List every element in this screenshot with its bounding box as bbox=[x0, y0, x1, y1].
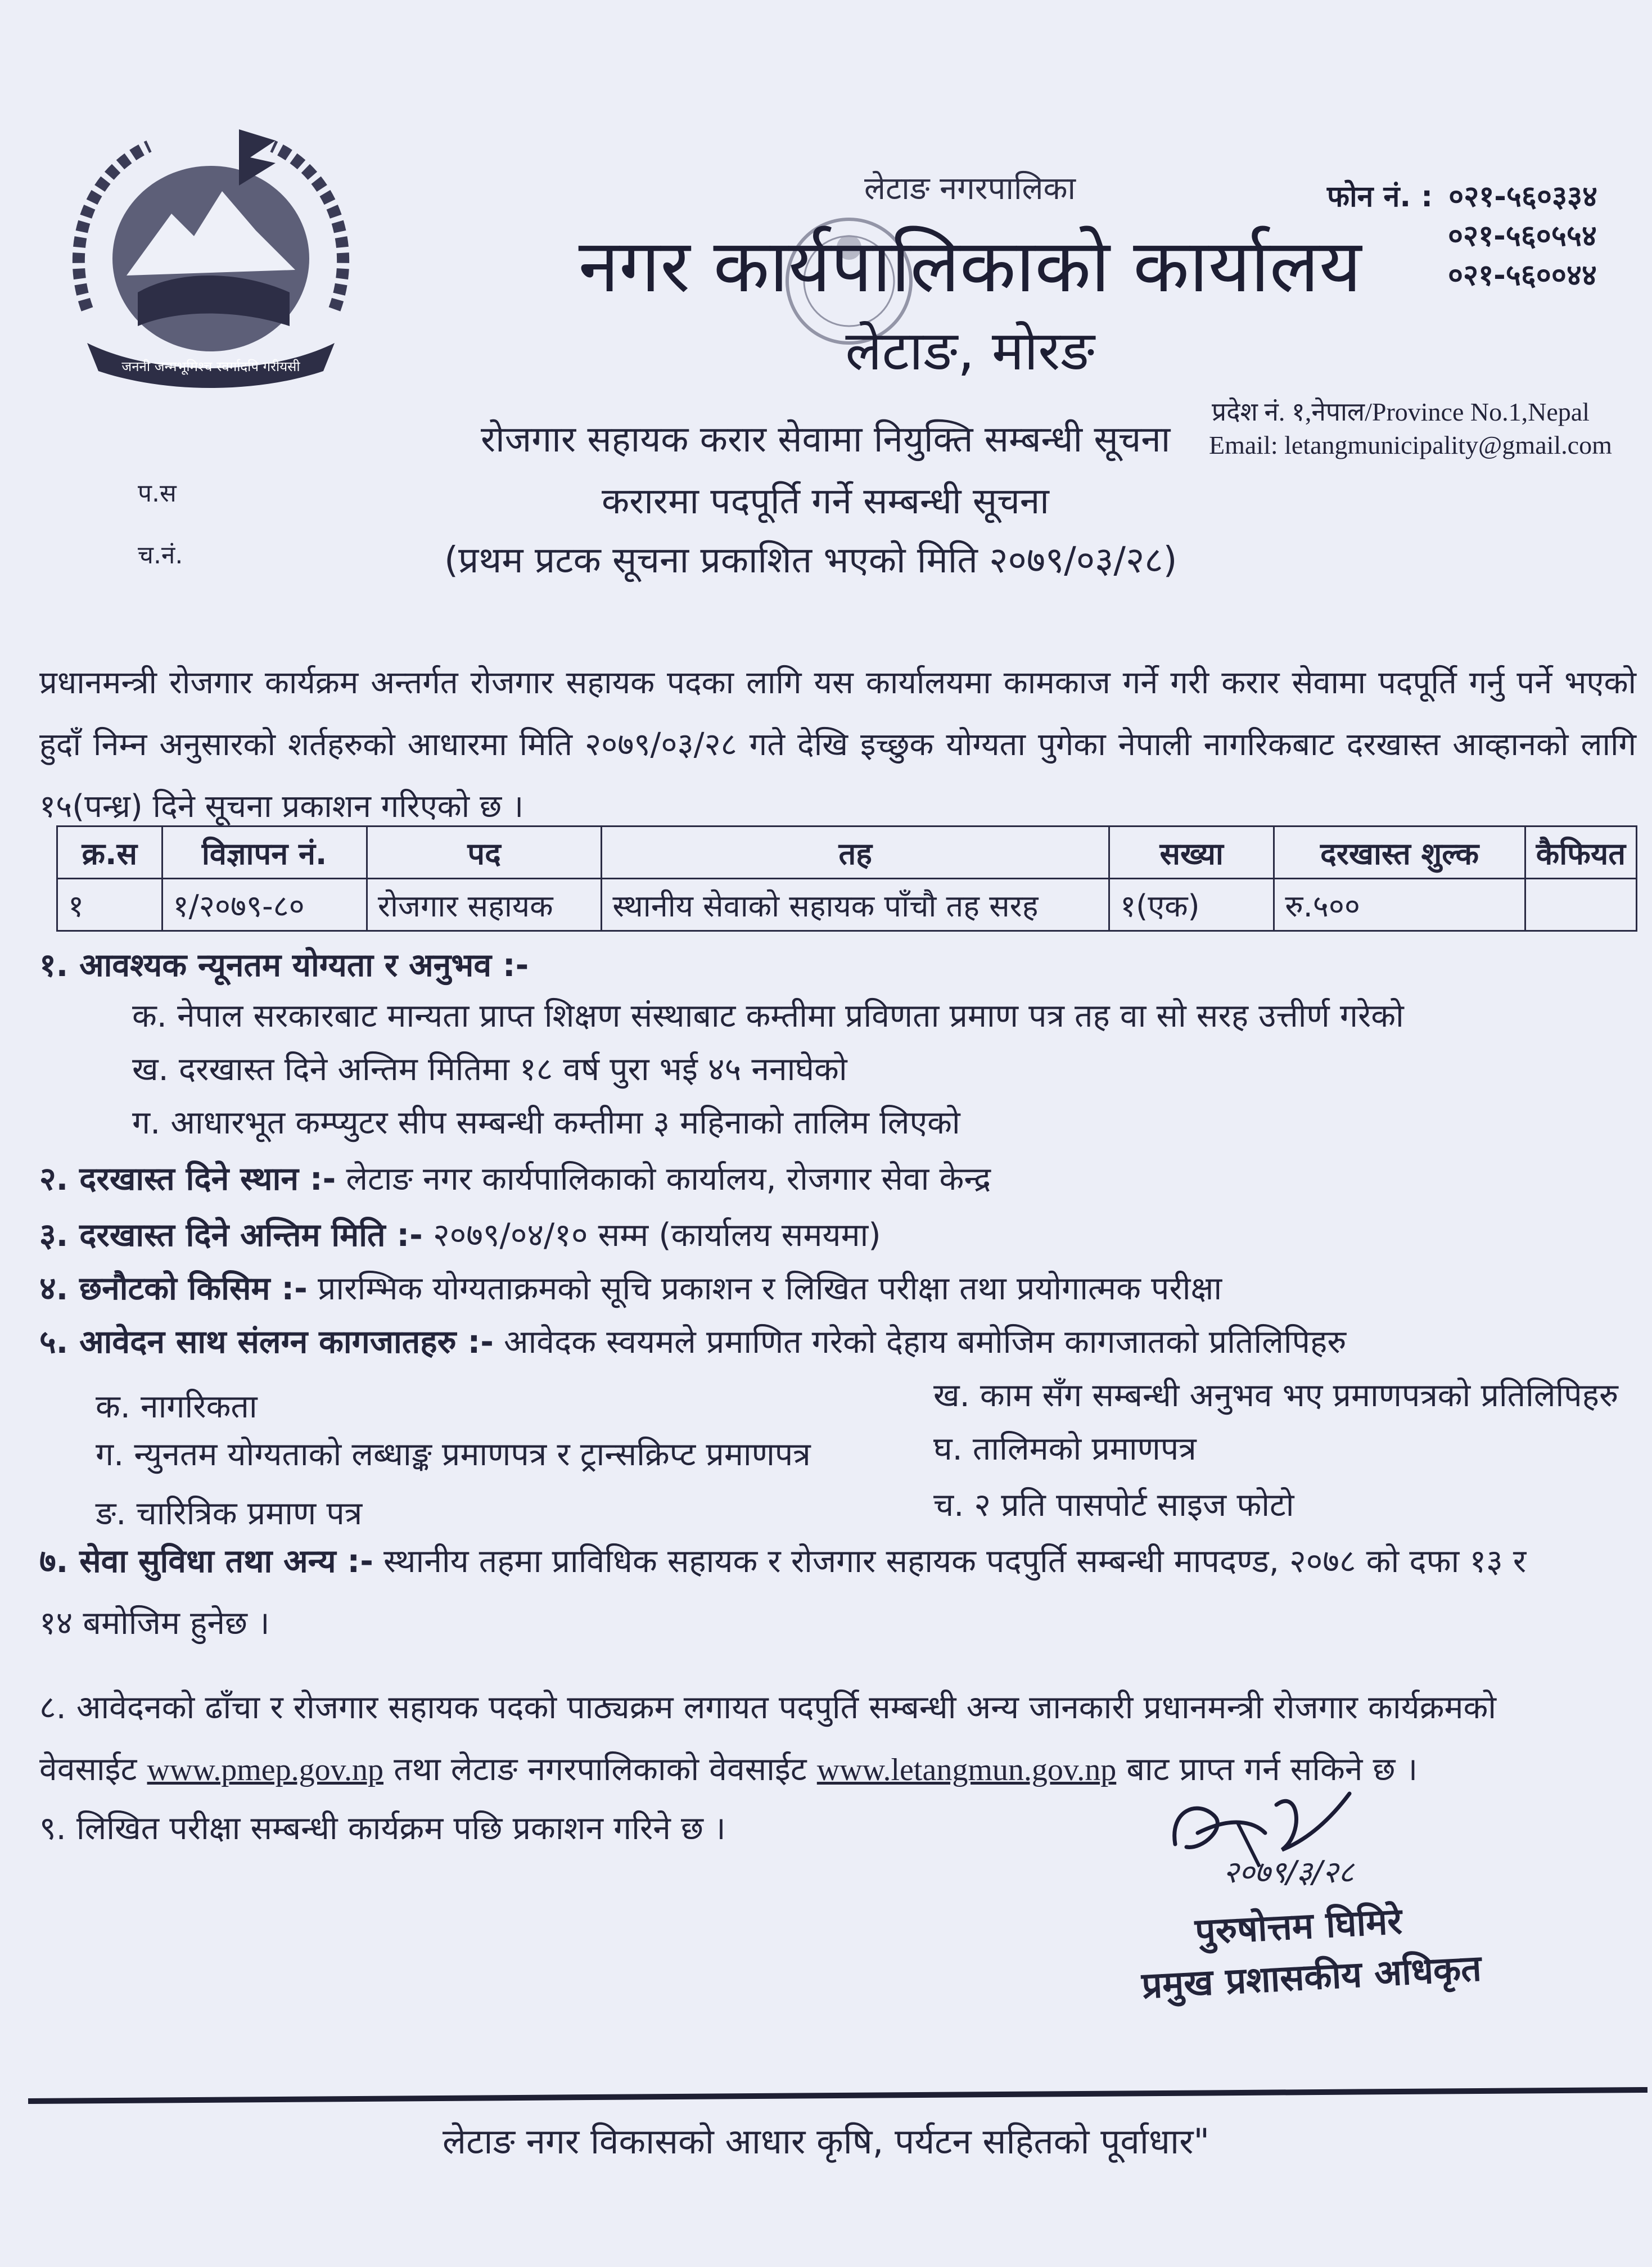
province-text: प्रदेश नं. १,नेपाल/Province No.1,Nepal bbox=[1212, 398, 1590, 426]
section-3-heading: ३. दरखास्त दिने अन्तिम मिति :- bbox=[39, 1217, 423, 1254]
section-8-mid: तथा लेटाङ नगरपालिकाको वेवसाईट bbox=[394, 1751, 807, 1788]
section-3 bbox=[39, 1212, 881, 1256]
document-item: ग. न्युनतम योग्यताको लब्धाङ्क प्रमाणपत्र र ट्रान्सक्रिप्ट प्रमाणपत्र bbox=[96, 1436, 811, 1473]
office-title: नगर कार्यपालिकाको कार्यालय bbox=[578, 223, 1362, 309]
section-9: ९. लिखित परीक्षा सम्बन्धी कार्यक्रम पछि प्रकाशन गरिने छ । bbox=[39, 1810, 726, 1847]
section-7-heading: ७. सेवा सुविधा तथा अन्य :- bbox=[39, 1543, 373, 1580]
section-4-heading: ४. छनौटको किसिम :- bbox=[39, 1270, 308, 1307]
section-8-pre: वेवसाईट bbox=[39, 1751, 137, 1788]
section-2 bbox=[39, 1155, 991, 1199]
phone-number: ०२१-५६००४४ bbox=[1448, 259, 1597, 292]
table-cell: रु.५०० bbox=[1274, 879, 1525, 931]
phone-label: फोन नं. : bbox=[1327, 180, 1433, 214]
table-cell bbox=[1525, 879, 1636, 931]
intro-paragraph: प्रधानमन्त्री रोजगार कार्यक्रम अन्तर्गत रोजगार सहायक पदका लागि यस कार्यालयमा कामकाज गर्ने गरी करार सेवामा पदपूर्ति गर्नु पर्ने भएको हुदाँ निम्न अनुसारको शर्तहरुको आधारमा मिति २०७९/०३/२८ गते देखि इच्छुक योग्यता पुगेका नेपाली नागरिकबाट दरखास्त आव्हानको लागि १५(पन्ध्र) दिने सूचना प्रकाशन गरिएको छ । bbox=[39, 665, 1636, 825]
table-cell: १/२०७९-८० bbox=[162, 879, 367, 931]
document-item: घ. तालिमको प्रमाणपत्र bbox=[933, 1430, 1197, 1467]
letang-website-link[interactable]: www.letangmun.gov.np bbox=[816, 1753, 1117, 1787]
table-cell: १ bbox=[57, 879, 163, 931]
column-header: तह bbox=[602, 827, 1109, 879]
section-8-post: बाट प्राप्त गर्न सकिने छ । bbox=[1126, 1751, 1418, 1788]
letter-number-label: प.स bbox=[138, 479, 177, 508]
footer-divider bbox=[28, 2087, 1648, 2104]
dispatch-number-label: च.नं. bbox=[138, 541, 183, 570]
qualification-item: ख. दरखास्त दिने अन्तिम मितिमा १८ वर्ष पुरा भई ४५ ननाघेको bbox=[132, 1051, 847, 1088]
document-item: ख. काम सँग सम्बन्धी अनुभव भए प्रमाणपत्रको प्रतिलिपिहरु bbox=[933, 1377, 1619, 1414]
table-cell: १(एक) bbox=[1109, 879, 1274, 931]
section-8-line: ८. आवेदनको ढाँचा र रोजगार सहायक पदको पाठ्यक्रम लगायत पदपुर्ति सम्बन्धी अन्य जानकारी प्रधानमन्त्री रोजगार कार्यक्रमको bbox=[39, 1689, 1497, 1726]
notice-publish-date: (प्रथम प्रटक सूचना प्रकाशित भएको मिति २०७९/०३/२८) bbox=[444, 540, 1177, 581]
section-7 bbox=[39, 1538, 1526, 1582]
emblem-motto: जननी जन्मभूमिश्च स्वर्गादपि गरीयसी bbox=[121, 359, 300, 374]
section-4-text: प्रारम्भिक योग्यताक्रमको सूचि प्रकाशन र लिखित परीक्षा तथा प्रयोगात्मक परीक्षा bbox=[317, 1270, 1222, 1307]
table-cell: रोजगार सहायक bbox=[367, 879, 601, 931]
section-4 bbox=[39, 1265, 1222, 1309]
vacancy-table bbox=[56, 825, 1637, 932]
column-header: क्र.स bbox=[57, 827, 163, 879]
qualification-item: क. नेपाल सरकारबाट मान्यता प्राप्त शिक्षण संस्थाबाट कम्तीमा प्रविणता प्रमाण पत्र तह वा सो सरह उत्तीर्ण गरेको bbox=[132, 997, 1404, 1035]
document-item: च. २ प्रति पासपोर्ट साइज फोटो bbox=[933, 1487, 1294, 1524]
section-7-text-cont: १४ बमोजिम हुनेछ । bbox=[39, 1605, 270, 1642]
phone-number: ०२१-५६०३३४ bbox=[1448, 180, 1598, 214]
table-cell: स्थानीय सेवाको सहायक पाँचौ तह सरह bbox=[602, 879, 1109, 931]
office-location: लेटाङ, मोरङ bbox=[845, 319, 1095, 382]
notice-title: रोजगार सहायक करार सेवामा नियुक्ति सम्बन्धी सूचना bbox=[481, 419, 1171, 460]
document-item: क. नागरिकता bbox=[96, 1388, 258, 1425]
section-5 bbox=[39, 1318, 1346, 1362]
column-header: पद bbox=[367, 827, 601, 879]
signer-title: प्रमुख प्रशासकीय अधिकृत bbox=[1140, 1948, 1483, 2007]
notice-subtitle: करारमा पदपूर्ति गर्ने सम्बन्धी सूचना bbox=[602, 481, 1049, 522]
column-header: विज्ञापन नं. bbox=[162, 827, 367, 879]
section-5-heading: ५. आवेदन साथ संलग्न कागजातहरु :- bbox=[39, 1324, 494, 1361]
pmep-website-link[interactable]: www.pmep.gov.np bbox=[147, 1753, 383, 1787]
column-header: कैफियत bbox=[1525, 827, 1636, 879]
municipality-name: लेटाङ नगरपालिका bbox=[864, 170, 1076, 207]
section-7-text: स्थानीय तहमा प्राविधिक सहायक र रोजगार सहायक पदपुर्ति सम्बन्धी मापदण्ड, २०७८ को दफा १३ र bbox=[383, 1543, 1527, 1580]
section-2-text: लेटाङ नगर कार्यपालिकाको कार्यालय, रोजगार सेवा केन्द्र bbox=[346, 1160, 991, 1198]
phone-block bbox=[1327, 177, 1597, 295]
phone-number: ०२१-५६०५५४ bbox=[1448, 219, 1597, 253]
column-header: सख्या bbox=[1109, 827, 1274, 879]
section-1-heading: १. आवश्यक न्यूनतम योग्यता र अनुभव :- bbox=[39, 947, 529, 984]
email-text: Email: letangmunicipality@gmail.com bbox=[1209, 431, 1612, 459]
document-item: ङ. चारित्रिक प्रमाण पत्र bbox=[96, 1495, 363, 1532]
table-header-row bbox=[57, 827, 1637, 879]
signature-date: २०७९/३/२८ bbox=[1223, 1854, 1354, 1890]
section-3-text: २०७९/०४/१० सम्म (कार्यालय समयमा) bbox=[432, 1217, 881, 1254]
table-row bbox=[57, 879, 1637, 931]
section-5-text: आवेदक स्वयमले प्रमाणित गरेको देहाय बमोजिम कागजातको प्रतिलिपिहरु bbox=[504, 1324, 1347, 1361]
qualification-item: ग. आधारभूत कम्प्युटर सीप सम्बन्धी कम्तीमा ३ महिनाको तालिम लिएको bbox=[132, 1104, 960, 1141]
column-header: दरखास्त शुल्क bbox=[1274, 827, 1525, 879]
section-2-heading: २. दरखास्त दिने स्थान :- bbox=[39, 1160, 336, 1198]
signer-name: पुरुषोत्तम घिमिरे bbox=[1194, 1900, 1403, 1953]
footer-slogan: लेटाङ नगर विकासको आधार कृषि, पर्यटन सहितको पूर्वाधार" bbox=[443, 2121, 1209, 2162]
